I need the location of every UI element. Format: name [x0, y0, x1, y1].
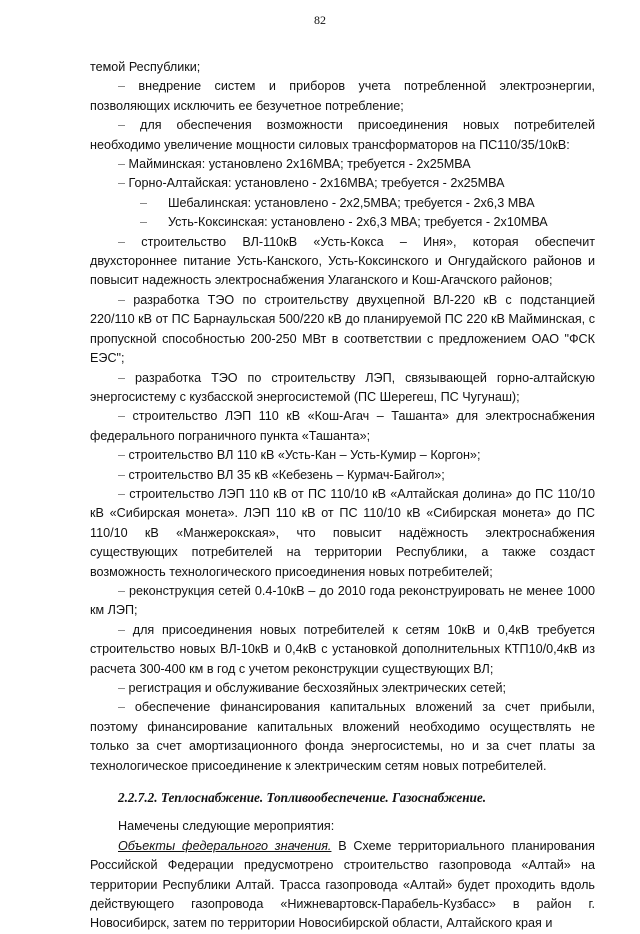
dash-marker: –: [118, 448, 126, 463]
dash-marker: –: [118, 486, 126, 501]
dash-marker: –: [118, 700, 126, 715]
dash-marker: –: [118, 622, 126, 637]
bullet-paragraph: [90, 77, 595, 116]
bullet-paragraph-sub: [90, 213, 595, 232]
dash-marker: –: [118, 157, 126, 172]
dash-marker: –: [118, 79, 126, 94]
paragraph-text: строительство ВЛ 110 кВ «Усть-Кан – Усть-Кумир – Коргон»;: [125, 448, 481, 463]
page-number: 82: [314, 13, 326, 27]
paragraph-text: регистрация и обслуживание бесхозяйных электрических сетей;: [125, 681, 507, 695]
dash-marker: –: [118, 234, 126, 249]
paragraph-text: строительство ЛЭП 110 кВ «Кош-Агач – Ташанта» для электроснабжения федерального пограничного пункта «Ташанта»;: [90, 409, 595, 443]
federal-paragraph: [90, 837, 595, 934]
dash-marker: –: [118, 409, 126, 424]
bullet-paragraph: [90, 233, 595, 291]
paragraph-text: Усть-Коксинская: установлено - 2х6,3 МВА; требуется - 2х10МВА: [168, 215, 548, 230]
dash-marker: –: [140, 195, 148, 210]
paragraph-text: Шебалинская: установлено - 2х2,5МВА; требуется - 2х6,3 МВА: [168, 195, 535, 210]
bullet-paragraph: [90, 582, 595, 621]
paragraph: [90, 58, 595, 77]
dash-marker: –: [118, 583, 126, 598]
dash-marker: –: [118, 681, 126, 695]
dash-marker: –: [118, 370, 126, 385]
federal-label: Объекты федерального значения.: [118, 838, 332, 853]
paragraph-text: обеспечение финансирования капитальных вложений за счет прибыли, поэтому финансирование капитальных вложений необходимо осуществлять не только за счет амортизационного фонда энергосистемы, но и за счет платы за технологическое присоединение к электрическим сетям новых потребителей.: [90, 700, 595, 773]
intro-paragraph: Намечены следующие мероприятия:: [118, 819, 335, 834]
bullet-paragraph: [90, 679, 595, 698]
paragraph-text: внедрение систем и приборов учета потребленной электроэнергии, позволяющих исключить ее безучетное потребление;: [90, 79, 595, 113]
dash-marker: –: [118, 292, 126, 307]
bullet-paragraph: [90, 369, 595, 408]
bullet-paragraph: [90, 446, 595, 465]
paragraph-text: реконструкция сетей 0.4-10кВ – до 2010 года реконструировать не менее 1000 км ЛЭП;: [90, 583, 595, 618]
bullet-paragraph: [90, 698, 595, 776]
bullet-paragraph: [90, 407, 595, 446]
paragraph-text: В Схеме территориального планирования Российской Федерации предусмотрено строительство газопровода «Алтай» на территории Республики Алтай. Трасса газопровода «Алтай» будет проходить вдоль действующего газопровода «Нижневартовск-Парабель-Кузбасс» в район г. Новосибирск, затем по территории Новосибирской области, Алтайского края и: [90, 838, 595, 931]
paragraph-text: строительство ВЛ 35 кВ «Кебезень – Курмач-Байгол»;: [125, 467, 445, 482]
paragraph-text: для обеспечения возможности присоединения новых потребителей необходимо увеличение мощности силовых трансформаторов на ПС110/35/10кВ:: [90, 118, 595, 152]
paragraph-text: темой Республики;: [90, 60, 201, 74]
paragraph-text: разработка ТЭО по строительству двухцепной ВЛ-220 кВ с подстанцией 220/110 кВ от ПС Барнаульская 500/220 кВ до планируемой ПС 220 кВ Майминская, с пропускной способностью 200-250 МВт в соответствии с предложением ОАО "ФСК ЕЭС";: [90, 292, 595, 366]
bullet-paragraph: [90, 485, 595, 582]
section-heading: 2.2.7.2. Теплоснабжение. Топливообеспечение. Газоснабжение.: [118, 790, 487, 806]
bullet-paragraph: [90, 291, 595, 369]
dash-marker: –: [140, 215, 148, 230]
paragraph-text: для присоединения новых потребителей к сетям 10кВ и 0,4кВ требуется строительство новых ВЛ-10кВ и 0,4кВ с установкой дополнительных КТП10/0,4кВ из расчета 300-400 км в год с учетом реконструкции существующих ВЛ;: [90, 622, 595, 676]
paragraph-text: Майминская: установлено 2х16МВА; требуется - 2х25МВА: [125, 157, 471, 172]
dash-marker: –: [118, 118, 126, 133]
dash-marker: –: [118, 176, 126, 191]
bullet-paragraph: [90, 466, 595, 485]
page-body: [90, 58, 595, 934]
bullet-paragraph: [90, 116, 595, 155]
paragraph-text: Горно-Алтайская: установлено - 2х16МВА; требуется - 2х25МВА: [125, 176, 505, 191]
bullet-paragraph-sub: [90, 194, 595, 213]
paragraph-text: строительство ЛЭП 110 кВ от ПС 110/10 кВ «Алтайская долина» до ПС 110/10 кВ «Сибирская монета». ЛЭП 110 кВ от ПС 110/10 кВ «Сибирская монета» до ПС 110/10 кВ «Манжерокская», что повысит надёжность электроснабжения существующих потребителей на территории Республики, а также создаст возможность технологического присоединения новых потребителей;: [90, 486, 595, 579]
paragraph-text: строительство ВЛ-110кВ «Усть-Кокса – Иня», которая обеспечит двухстороннее питание Усть-Канского, Усть-Коксинского и Онгудайского районов и повысит надежность электроснабжения Улаганского и Кош-Агачского районов;: [90, 234, 595, 288]
paragraph-text: разработка ТЭО по строительству ЛЭП, связывающей горно-алтайскую энергосистему с кузбасской энергосистемой (ПС Шерегеш, ПС Чугунаш);: [90, 370, 595, 404]
bullet-paragraph: [90, 621, 595, 679]
bullet-paragraph: [90, 174, 595, 193]
bullet-paragraph: [90, 155, 595, 174]
dash-marker: –: [118, 467, 126, 482]
